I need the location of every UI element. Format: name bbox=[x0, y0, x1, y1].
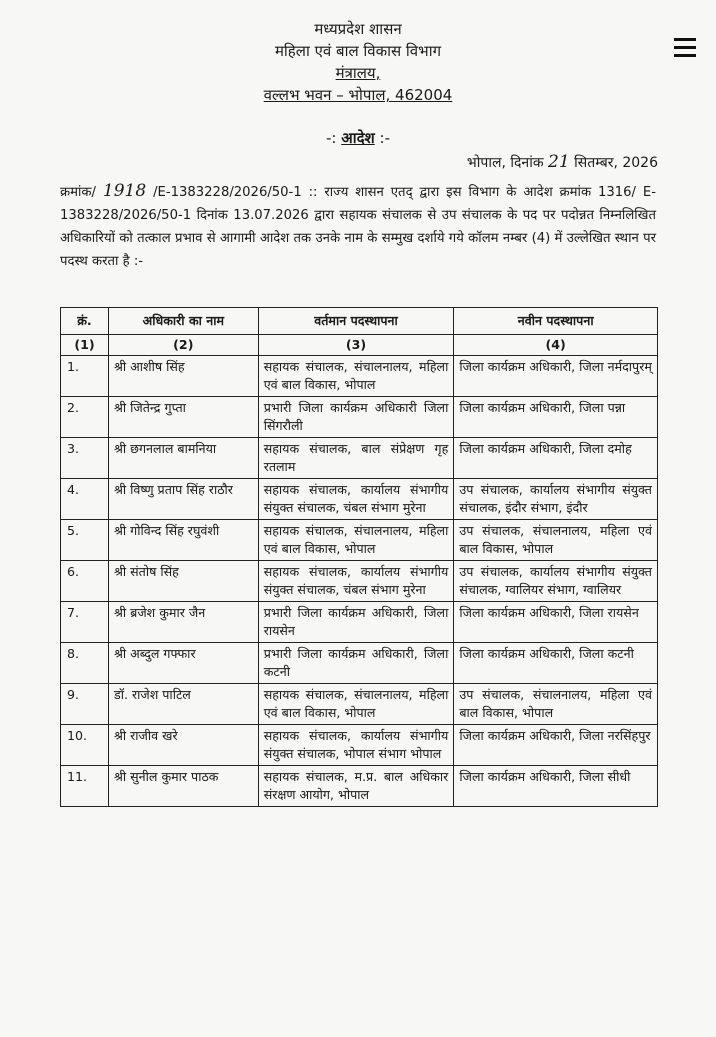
order-title bbox=[0, 128, 716, 148]
table-row bbox=[61, 602, 658, 643]
table-row bbox=[61, 479, 658, 520]
cell-serial: 4. bbox=[61, 479, 109, 520]
table-row bbox=[61, 438, 658, 479]
cell-current-posting: प्रभारी जिला कार्यक्रम अधिकारी, जिला रायसेन bbox=[258, 602, 454, 643]
cell-current-posting: सहायक संचालक, बाल संप्रेक्षण गृह रतलाम bbox=[258, 438, 454, 479]
table-row bbox=[61, 356, 658, 397]
govt-name: मध्यप्रदेश शासन bbox=[314, 20, 402, 38]
cell-serial: 9. bbox=[61, 684, 109, 725]
cell-officer-name: डॉ. राजेश पाटिल bbox=[108, 684, 258, 725]
cell-current-posting: सहायक संचालक, कार्यालय संभागीय संयुक्त संचालक, चंबल संभाग मुरेना bbox=[258, 479, 454, 520]
cell-serial: 10. bbox=[61, 725, 109, 766]
cell-new-posting: जिला कार्यक्रम अधिकारी, जिला कटनी bbox=[454, 643, 658, 684]
cell-current-posting: सहायक संचालक, म.प्र. बाल अधिकार संरक्षण आयोग, भोपाल bbox=[258, 766, 454, 807]
table-row bbox=[61, 725, 658, 766]
cell-new-posting: उप संचालक, संचालनालय, महिला एवं बाल विकास, भोपाल bbox=[454, 520, 658, 561]
cell-current-posting: प्रभारी जिला कार्यक्रम अधिकारी, जिला कटनी bbox=[258, 643, 454, 684]
ref-prefix: क्रमांक/ bbox=[60, 185, 97, 200]
cell-new-posting: जिला कार्यक्रम अधिकारी, जिला दमोह bbox=[454, 438, 658, 479]
table-row bbox=[61, 684, 658, 725]
ref-number-handwritten: 1918 bbox=[102, 181, 147, 201]
cell-current-posting: सहायक संचालक, कार्यालय संभागीय संयुक्त संचालक, चंबल संभाग मुरेना bbox=[258, 561, 454, 602]
column-number: (3) bbox=[258, 335, 454, 356]
cell-serial: 11. bbox=[61, 766, 109, 807]
order-paragraph bbox=[60, 180, 656, 273]
column-number-row bbox=[61, 335, 658, 356]
address-line: वल्लभ भवन – भोपाल, 462004 bbox=[263, 86, 453, 104]
header-officer-name: अधिकारी का नाम bbox=[108, 308, 258, 335]
date-prefix: भोपाल, दिनांक bbox=[466, 155, 544, 171]
cell-serial: 2. bbox=[61, 397, 109, 438]
cell-officer-name: श्री विष्णु प्रताप सिंह राठौर bbox=[108, 479, 258, 520]
department-name: महिला एवं बाल विकास विभाग bbox=[274, 42, 442, 60]
order-date bbox=[467, 152, 658, 172]
date-day-handwritten: 21 bbox=[548, 152, 570, 172]
table-row bbox=[61, 561, 658, 602]
header-serial: क्रं. bbox=[61, 308, 109, 335]
table-row bbox=[61, 397, 658, 438]
cell-officer-name: श्री आशीष सिंह bbox=[108, 356, 258, 397]
cell-serial: 5. bbox=[61, 520, 109, 561]
cell-serial: 1. bbox=[61, 356, 109, 397]
cell-new-posting: जिला कार्यक्रम अधिकारी, जिला रायसेन bbox=[454, 602, 658, 643]
header-new-posting: नवीन पदस्थापना bbox=[454, 308, 658, 335]
title-prefix: -: bbox=[326, 129, 337, 147]
ministry-label: मंत्रालय, bbox=[335, 64, 381, 82]
cell-serial: 8. bbox=[61, 643, 109, 684]
header-current-posting: वर्तमान पदस्थापना bbox=[258, 308, 454, 335]
date-month-year: सितम्बर, 2026 bbox=[574, 155, 658, 171]
column-number: (1) bbox=[61, 335, 109, 356]
table-row bbox=[61, 766, 658, 807]
cell-officer-name: श्री छगनलाल बामनिया bbox=[108, 438, 258, 479]
cell-current-posting: सहायक संचालक, संचालनालय, महिला एवं बाल विकास, भोपाल bbox=[258, 356, 454, 397]
cell-serial: 7. bbox=[61, 602, 109, 643]
cell-officer-name: श्री गोविन्द सिंह रघुवंशी bbox=[108, 520, 258, 561]
posting-table bbox=[60, 307, 658, 807]
cell-new-posting: जिला कार्यक्रम अधिकारी, जिला सीधी bbox=[454, 766, 658, 807]
order-body-text: /E-1383228/2026/50-1 :: राज्य शासन एतद् द्वारा इस विभाग के आदेश क्रमांक 1316/ E-1383228/2026/50-1 दिनांक 13.07.2026 द्वारा सहायक संचालक से उप संचालक के पद पर पदोन्नत निम्नलिखित अधिकारियों को तत्काल प्रभाव से आगामी आदेश तक उनके नाम के सम्मुख दर्शाये गये कॉलम नम्बर (4) में उल्लेखित स्थान पर पदस्थ करता है :- bbox=[60, 185, 656, 269]
table-header-row bbox=[61, 308, 658, 335]
cell-new-posting: उप संचालक, संचालनालय, महिला एवं बाल विकास, भोपाल bbox=[454, 684, 658, 725]
cell-new-posting: जिला कार्यक्रम अधिकारी, जिला नरसिंहपुर bbox=[454, 725, 658, 766]
table-row bbox=[61, 520, 658, 561]
cell-new-posting: जिला कार्यक्रम अधिकारी, जिला नर्मदापुरम् bbox=[454, 356, 658, 397]
cell-officer-name: श्री संतोष सिंह bbox=[108, 561, 258, 602]
cell-officer-name: श्री अब्दुल गफ्फार bbox=[108, 643, 258, 684]
cell-officer-name: श्री जितेन्द्र गुप्ता bbox=[108, 397, 258, 438]
column-number: (4) bbox=[454, 335, 658, 356]
column-number: (2) bbox=[108, 335, 258, 356]
table-row bbox=[61, 643, 658, 684]
cell-officer-name: श्री ब्रजेश कुमार जैन bbox=[108, 602, 258, 643]
cell-new-posting: उप संचालक, कार्यालय संभागीय संयुक्त संचालक, इंदौर संभाग, इंदौर bbox=[454, 479, 658, 520]
cell-current-posting: प्रभारी जिला कार्यक्रम अधिकारी जिला सिंगरौली bbox=[258, 397, 454, 438]
cell-current-posting: सहायक संचालक, संचालनालय, महिला एवं बाल विकास, भोपाल bbox=[258, 684, 454, 725]
title-suffix: :- bbox=[379, 129, 390, 147]
cell-new-posting: उप संचालक, कार्यालय संभागीय संयुक्त संचालक, ग्वालियर संभाग, ग्वालियर bbox=[454, 561, 658, 602]
cell-serial: 6. bbox=[61, 561, 109, 602]
cell-current-posting: सहायक संचालक, कार्यालय संभागीय संयुक्त संचालक, भोपाल संभाग भोपाल bbox=[258, 725, 454, 766]
cell-new-posting: जिला कार्यक्रम अधिकारी, जिला पन्ना bbox=[454, 397, 658, 438]
cell-serial: 3. bbox=[61, 438, 109, 479]
cell-officer-name: श्री सुनील कुमार पाठक bbox=[108, 766, 258, 807]
document-header bbox=[0, 18, 716, 106]
cell-current-posting: सहायक संचालक, संचालनालय, महिला एवं बाल विकास, भोपाल bbox=[258, 520, 454, 561]
cell-officer-name: श्री राजीव खरे bbox=[108, 725, 258, 766]
order-heading: आदेश bbox=[341, 129, 375, 147]
